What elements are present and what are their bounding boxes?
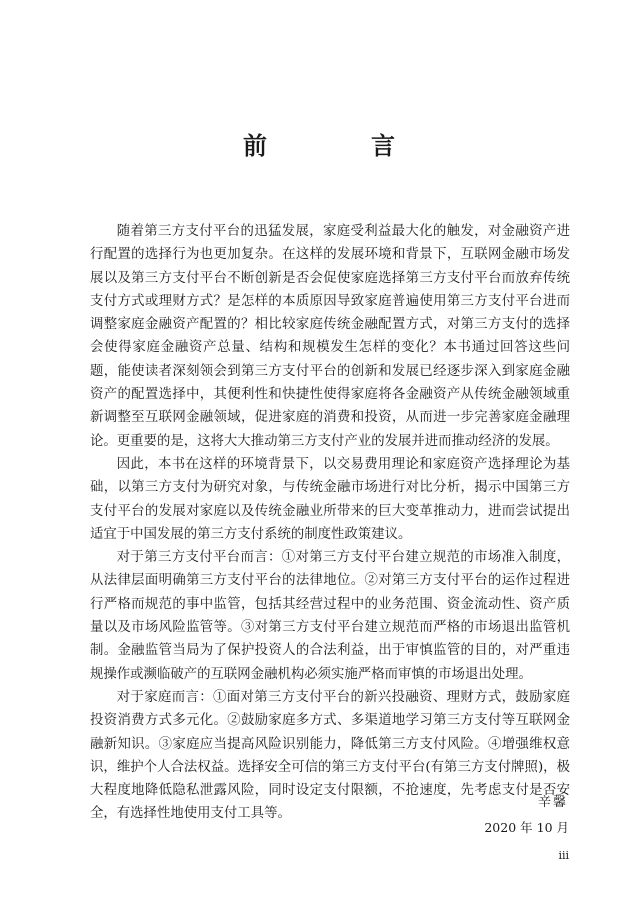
preface-date: 2020 年 10 月	[484, 820, 569, 835]
paragraph-1: 随着第三方支付平台的迅猛发展，家庭受利益最大化的触发，对金融资产进行配置的选择行为也更加复杂。在这样的发展环境和背景下，互联网金融市场发展以及第三方支付平台不断创新是否会促使家庭选择第三方支付平台而放弃传统支付方式或理财方式？是怎样的本质原因导致家庭普遍使用第三方支付平台进而调整家庭金融资产配置的？相比较家庭传统金融配置方式，对第三方支付的选择会使得家庭金融资产总量、结构和规模发生怎样的变化？本书通过回答这些问题，能使读者深刻领会到第三方支付平台的创新和发展已经逐步深入到家庭金融资产的配置选择中，其便利性和快捷性使得家庭将各金融资产从传统金融领域重新调整至互联网金融领域，促进家庭的消费和投资，从而进一步完善家庭金融理论。更重要的是，这将大大推动第三方支付产业的发展并进而推动经济的发展。	[90, 224, 570, 449]
paragraph-4: 对于家庭而言：①面对第三方支付平台的新兴投融资、理财方式，鼓励家庭投资消费方式多元化。②鼓励家庭多方式、多渠道地学习第三方支付等互联网金融新知识。③家庭应当提高风险识别能力，降低第三方支付风险。④增强维权意识，维护个人合法权益。选择安全可信的第三方支付平台(有第三方支付牌照)，极大程度地降低隐私泄露风险，同时设定支付限额，不抢速度，先考虑支付是否安全，有选择性地使用支付工具等。	[90, 689, 570, 822]
preface-title: 前 言	[243, 131, 435, 160]
page-number: iii	[558, 849, 569, 862]
paragraph-2: 因此，本书在这样的环境背景下，以交易费用理论和家庭资产选择理论为基础，以第三方支付为研究对象，与传统金融市场进行对比分析，揭示中国第三方支付平台的发展对家庭以及传统金融业所带来的巨大变革推动力，进而尝试提出适宜于中国发展的第三方支付系统的制度性政策建议。	[90, 456, 570, 542]
author-signature: 辛馨	[537, 795, 568, 810]
preface-body	[90, 220, 570, 826]
paragraph-3: 对于第三方支付平台而言：①对第三方支付平台建立规范的市场准入制度，从法律层面明确第三方支付平台的法律地位。②对第三方支付平台的运作过程进行严格而规范的事中监管，包括其经营过程中的业务范围、资金流动性、资产质量以及市场风险监管等。③对第三方支付平台建立规范而严格的市场退出监管机制。金融监管当局为了保护投资人的合法利益，出于审慎监管的目的，对严重违规操作或濒临破产的互联网金融机构必须实施严格而审慎的市场退出处理。	[90, 550, 570, 682]
